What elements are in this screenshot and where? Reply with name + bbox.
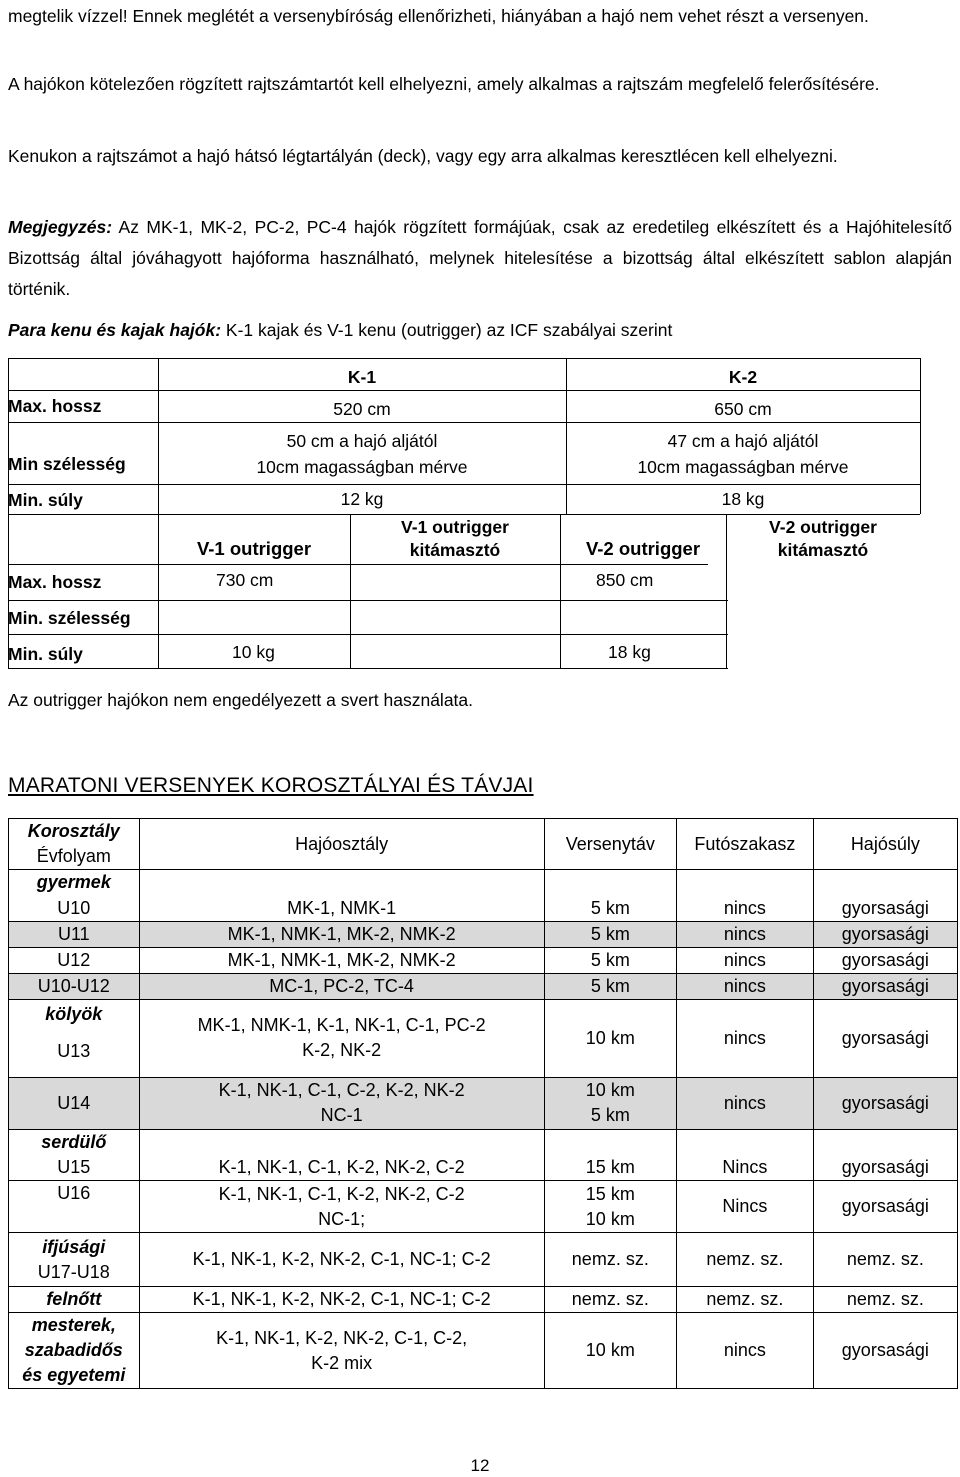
v1-max-length: 730 cm [216,570,274,590]
k1-min-width-line1: 50 cm a hajó aljától [286,431,438,451]
max-length-label: Max. hossz [8,396,102,416]
table-row: U11 MK-1, NMK-1, MK-2, NMK-2 5 km nincs gyorsasági [9,921,958,947]
v1-header: V-1 outrigger [196,538,312,559]
para-label: Para kenu és kajak hajók: [8,320,222,340]
header-running: Futószakasz [677,819,814,870]
page-number: 12 [470,1456,490,1475]
para-text: K-1 kajak és V-1 kenu (outrigger) az ICF szabályai szerint [221,320,673,340]
table-row: mesterek, szabadidős és egyetemi K-1, NK-1, K-2, NK-2, C-1, C-2, K-2 mix 10 km nincs gyorsasági [9,1313,958,1389]
group-ifjusagi: ifjúsági U17-U18 [9,1233,140,1287]
v-min-width-label: Min. szélesség [8,608,131,628]
group-mesterek: mesterek, szabadidős és egyetemi [9,1313,140,1389]
k2-min-width-line2: 10cm magasságban mérve [637,457,849,477]
k1-min-width-line2: 10cm magasságban mérve [256,457,468,477]
table-row: felnőtt K-1, NK-1, K-2, NK-2, C-1, NC-1; C-2 nemz. sz. nemz. sz. nemz. sz. [9,1287,958,1313]
header-category: Korosztály Évfolyam [9,819,140,870]
table-header-row [9,819,958,870]
table-row: U10 MK-1, NMK-1 5 km nincs gyorsasági [9,896,958,922]
table-row: kölyök U13 MK-1, NMK-1, K-1, NK-1, C-1, PC-2 K-2, NK-2 10 km nincs gyorsasági [9,999,958,1077]
min-width-label: Min szélesség [8,454,126,474]
table-row: U14 K-1, NK-1, C-1, C-2, K-2, NK-2 NC-1 10 km 5 km nincs gyorsasági [9,1077,958,1129]
v-max-length-label: Max. hossz [8,572,102,592]
k2-min-weight: 18 kg [721,489,765,509]
note-paragraph [8,212,952,305]
k2-header: K-2 [728,367,758,387]
header-distance: Versenytáv [544,819,676,870]
group-row [9,1129,958,1155]
v-min-weight-label: Min. súly [8,644,83,664]
header-boat-class: Hajóosztály [139,819,544,870]
marathon-table [8,818,958,1389]
v1-outrigger-header-line2: kitámasztó [409,540,501,560]
k2-min-width-line1: 47 cm a hajó aljától [667,431,819,451]
outrigger-footnote: Az outrigger hajókon nem engedélyezett a svert használata. [8,690,474,710]
group-gyermek: gyermek [9,870,140,896]
v1-min-weight: 10 kg [232,642,275,662]
table-row: U15 K-1, NK-1, C-1, K-2, NK-2, C-2 15 km Nincs gyorsasági [9,1155,958,1181]
v2-outrigger-header-line1: V-2 outrigger [769,517,877,537]
v2-min-weight: 18 kg [608,642,651,662]
intro-paragraph-1: megtelik vízzel! Ennek meglétét a versenybíróság ellenőrizheti, hiányában a hajó nem vehet részt a versenyen. [8,6,869,26]
group-row [9,870,958,896]
table-row: U16 K-1, NK-1, C-1, K-2, NK-2, C-2 NC-1; 15 km 10 km Nincs gyorsasági [9,1181,958,1233]
v2-header: V-2 outrigger [585,538,701,559]
note-label: Megjegyzés: [8,217,113,237]
header-boat-weight: Hajósúly [813,819,957,870]
k2-max-length: 650 cm [714,399,772,419]
intro-paragraph-2: A hajókon kötelezően rögzített rajtszámtartót kell elhelyezni, amely alkalmas a rajtszám megfelelő felerősítésére. [8,74,880,94]
para-heading [8,314,952,346]
group-felnott: felnőtt [9,1287,140,1313]
group-serdulo: serdülő [9,1129,140,1155]
intro-paragraph-3: Kenukon a rajtszámot a hajó hátsó légtartályán (deck), vagy egy arra alkalmas keresztlécen kell elhelyezni. [8,146,838,166]
section-title: MARATONI VERSENYEK KOROSZTÁLYAI ÉS TÁVJAI [8,774,534,797]
table-row: U10-U12 MC-1, PC-2, TC-4 5 km nincs gyorsasági [9,973,958,999]
k1-header: K-1 [347,367,377,387]
min-weight-label: Min. súly [8,490,83,510]
k1-min-weight: 12 kg [340,489,384,509]
group-kolyok: kölyök U13 [9,999,140,1077]
table-row: U12 MK-1, NMK-1, MK-2, NMK-2 5 km nincs gyorsasági [9,947,958,973]
v2-max-length: 850 cm [596,570,654,590]
v2-outrigger-header-line2: kitámasztó [777,540,869,560]
table-row: ifjúsági U17-U18 K-1, NK-1, K-2, NK-2, C-1, NC-1; C-2 nemz. sz. nemz. sz. nemz. sz. [9,1233,958,1287]
v1-outrigger-header-line1: V-1 outrigger [401,517,509,537]
note-text: Az MK-1, MK-2, PC-2, PC-4 hajók rögzített formájúak, csak az eredetileg elkészített és a Hajóhitelesítő Bizottság által jóváhagyott hajóforma használható, melynek hitelesítése a bizottság által elkészített sablon alapján történik. [8,217,952,299]
k1-max-length: 520 cm [333,399,391,419]
